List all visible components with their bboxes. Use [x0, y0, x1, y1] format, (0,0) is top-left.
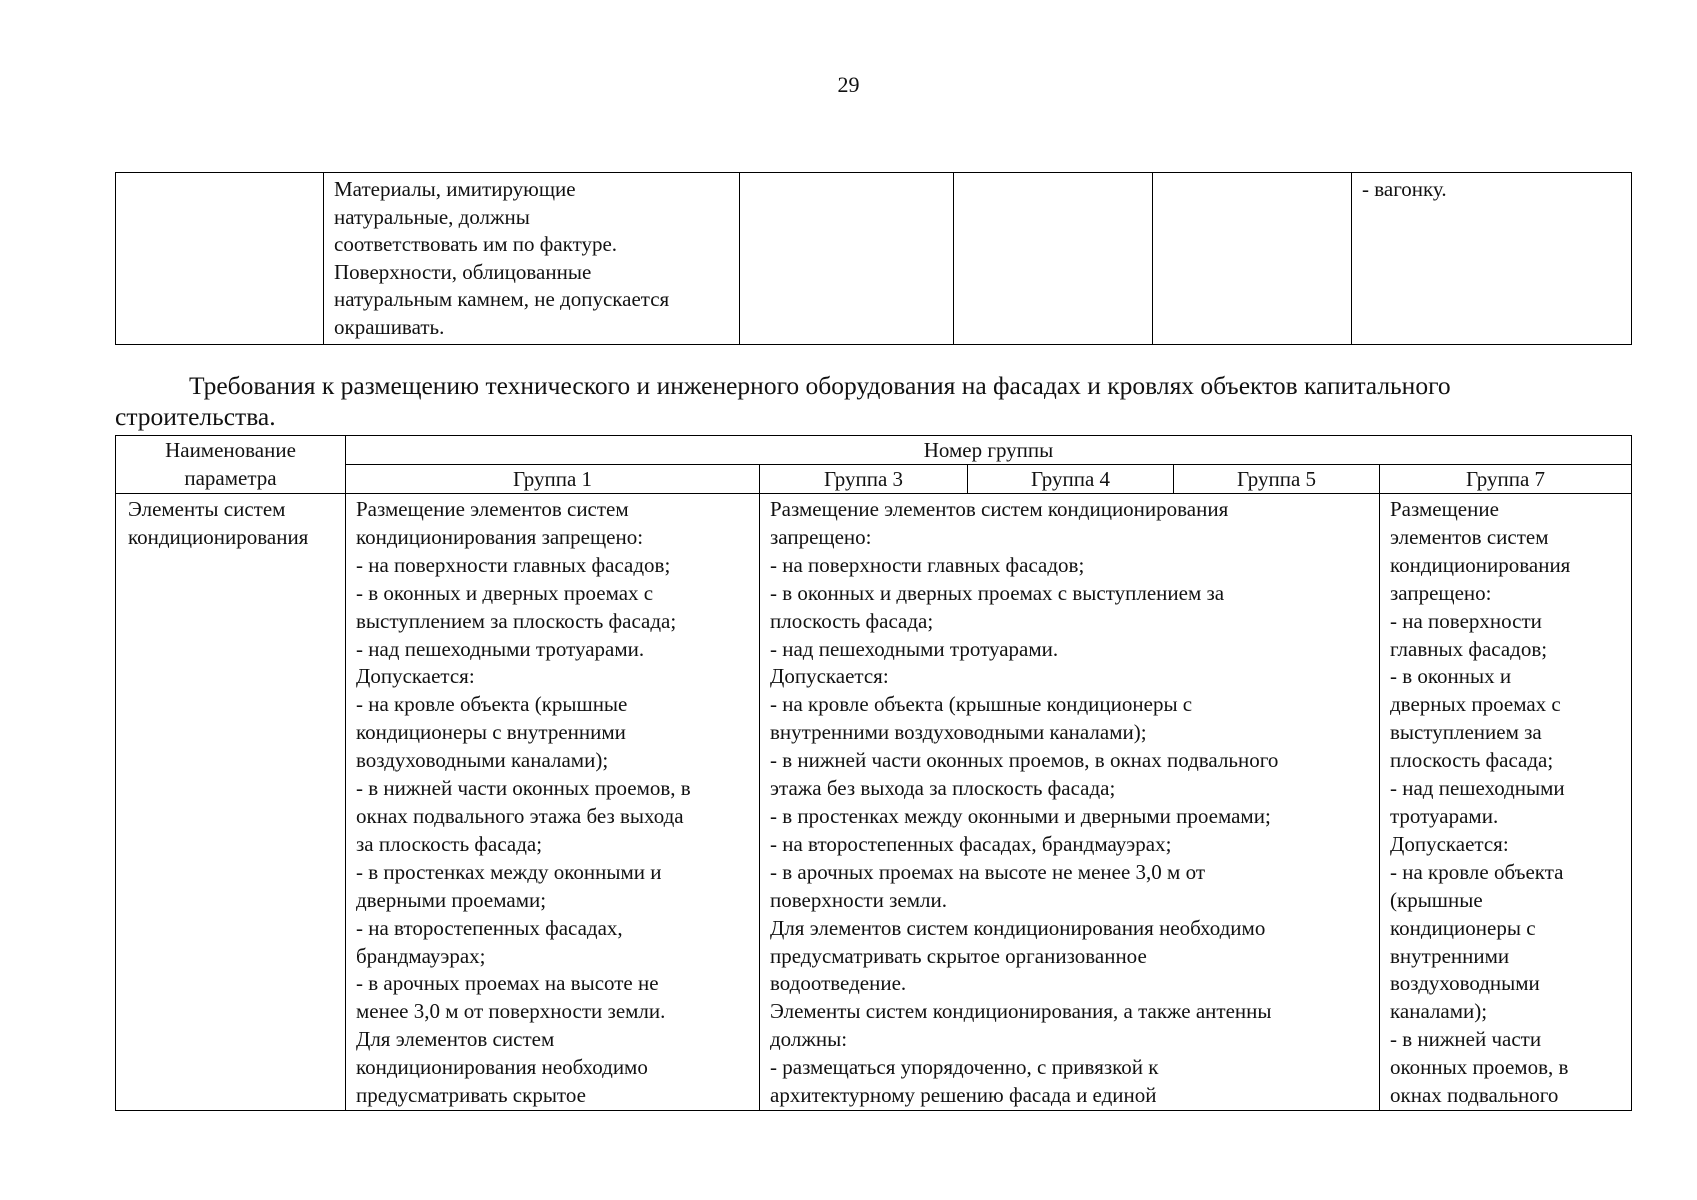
group-header: Группа 5: [1174, 465, 1380, 494]
text-line: главных фасадов;: [1390, 636, 1548, 661]
text-line: - на поверхности главных фасадов;: [356, 552, 671, 577]
text-line: менее 3,0 м от поверхности земли.: [356, 999, 666, 1024]
heading-line: Требования к размещению технического и инженерного оборудования на фасадах и кровлях объектов капитального: [189, 371, 1451, 400]
text-line: водоотведение.: [770, 971, 907, 996]
text-line: окнах подвального этажа без выхода: [356, 803, 684, 828]
text-line: внутренними: [1390, 943, 1510, 968]
text-line: воздуховодными каналами);: [356, 748, 609, 773]
text-line: натуральным камнем, не допускается: [334, 287, 670, 311]
param-header: [116, 436, 346, 494]
text-line: должны:: [770, 1027, 848, 1052]
empty-cell: [116, 173, 324, 345]
empty-cell: [740, 173, 954, 345]
text-line: Размещение элементов систем: [356, 497, 629, 521]
text-line: - в оконных и дверных проемах с выступлением за: [770, 580, 1225, 605]
text-line: плоскость фасада;: [770, 608, 934, 633]
text-line: - в простенках между оконными и: [356, 859, 662, 884]
text-line: Материалы, имитирующие: [334, 177, 576, 201]
text-line: плоскость фасада;: [1390, 748, 1554, 773]
group345-cell: [760, 494, 1380, 1111]
text-line: каналами);: [1390, 999, 1488, 1024]
empty-cell: [954, 173, 1153, 345]
text-line: кондиционирования: [128, 524, 309, 549]
text-line: - в нижней части: [1390, 1027, 1542, 1052]
text-line: - над пешеходными тротуарами.: [770, 636, 1059, 661]
continuation-table: [115, 172, 1632, 345]
text-line: кондиционеры с внутренними: [356, 720, 626, 745]
text-line: воздуховодными: [1390, 971, 1540, 996]
text-line: внутренними воздуховодными каналами);: [770, 720, 1147, 745]
text-line: Допускается:: [1390, 831, 1509, 856]
group-header: Группа 1: [346, 465, 760, 494]
text-line: тротуарами.: [1390, 803, 1499, 828]
text-line: поверхности земли.: [770, 887, 947, 912]
group1-cell: [346, 494, 760, 1111]
text-line: Размещение: [1390, 497, 1499, 521]
text-line: - в нижней части оконных проемов, в окнах подвального: [770, 748, 1279, 773]
text-line: - на второстепенных фасадах,: [356, 915, 623, 940]
text-line: - в оконных и дверных проемах с: [356, 580, 654, 605]
empty-cell: [1153, 173, 1352, 345]
text-line: запрещено:: [1390, 580, 1492, 605]
text-line: выступлением за плоскость фасада;: [356, 608, 677, 633]
requirements-table: [115, 435, 1632, 1111]
text-line: за плоскость фасада;: [356, 831, 543, 856]
text-line: архитектурному решению фасада и единой: [770, 1083, 1157, 1108]
text-line: - на второстепенных фасадах, брандмауэрах;: [770, 831, 1172, 856]
text-line: Допускается:: [770, 664, 889, 689]
group-header: Группа 4: [968, 465, 1174, 494]
text-line: - над пешеходными: [1390, 776, 1565, 801]
text-line: Наименование: [165, 438, 296, 462]
text-line: кондиционеры с: [1390, 915, 1536, 940]
text-line: кондиционирования необходимо: [356, 1055, 648, 1080]
text-line: запрещено:: [770, 524, 872, 549]
text-line: - вагонку.: [1362, 177, 1447, 201]
text-line: - на поверхности: [1390, 608, 1542, 633]
text-line: Для элементов систем кондиционирования необходимо: [770, 915, 1266, 940]
text-line: - в нижней части оконных проемов, в: [356, 776, 691, 801]
section-heading: [115, 370, 1655, 432]
text-line: - над пешеходными тротуарами.: [356, 636, 645, 661]
text-line: - на кровле объекта: [1390, 859, 1564, 884]
text-line: - на поверхности главных фасадов;: [770, 552, 1085, 577]
text-line: выступлением за: [1390, 720, 1542, 745]
text-line: кондиционирования: [1390, 552, 1571, 577]
text-line: Элементы систем: [128, 497, 286, 521]
heading-line: строительства.: [115, 402, 276, 431]
text-line: натуральные, должны: [334, 204, 530, 229]
text-line: дверными проемами;: [356, 887, 547, 912]
param-cell: [116, 494, 346, 1111]
text-line: - в простенках между оконными и дверными проемами;: [770, 803, 1271, 828]
text-line: (крышные: [1390, 887, 1483, 912]
text-line: кондиционирования запрещено:: [356, 524, 644, 549]
table-row: [116, 494, 1632, 1111]
text-line: - на кровле объекта (крышные: [356, 692, 628, 717]
text-line: дверных проемах с: [1390, 692, 1561, 717]
text-line: оконных проемов, в: [1390, 1055, 1569, 1080]
text-line: Поверхности, облицованные: [334, 259, 592, 284]
text-line: параметра: [184, 466, 277, 490]
text-line: Элементы систем кондиционирования, а также антенны: [770, 999, 1272, 1024]
group-number-header: Номер группы: [346, 436, 1632, 465]
text-line: элементов систем: [1390, 524, 1549, 549]
text-line: соответствовать им по фактуре.: [334, 232, 618, 256]
materials-cell: [324, 173, 740, 345]
text-line: предусматривать скрытое: [356, 1083, 586, 1108]
text-line: окрашивать.: [334, 314, 445, 339]
table-row: [116, 173, 1632, 345]
text-line: - размещаться упорядоченно, с привязкой к: [770, 1055, 1159, 1080]
last-col-cell: [1352, 173, 1632, 345]
text-line: этажа без выхода за плоскость фасада;: [770, 776, 1116, 801]
group7-cell: [1380, 494, 1632, 1111]
text-line: окнах подвального: [1390, 1083, 1559, 1108]
text-line: Допускается:: [356, 664, 475, 689]
page-number: 29: [837, 72, 860, 97]
group-header: Группа 3: [760, 465, 968, 494]
table-header-row: [116, 436, 1632, 465]
text-line: - в оконных и: [1390, 664, 1512, 689]
text-line: Размещение элементов систем кондиционирования: [770, 497, 1229, 521]
text-line: - на кровле объекта (крышные кондиционеры с: [770, 692, 1193, 717]
text-line: предусматривать скрытое организованное: [770, 943, 1147, 968]
text-line: - в арочных проемах на высоте не менее 3,0 м от: [770, 859, 1205, 884]
group-header: Группа 7: [1380, 465, 1632, 494]
text-line: брандмауэрах;: [356, 943, 486, 968]
text-line: Для элементов систем: [356, 1027, 555, 1052]
text-line: - в арочных проемах на высоте не: [356, 971, 659, 996]
